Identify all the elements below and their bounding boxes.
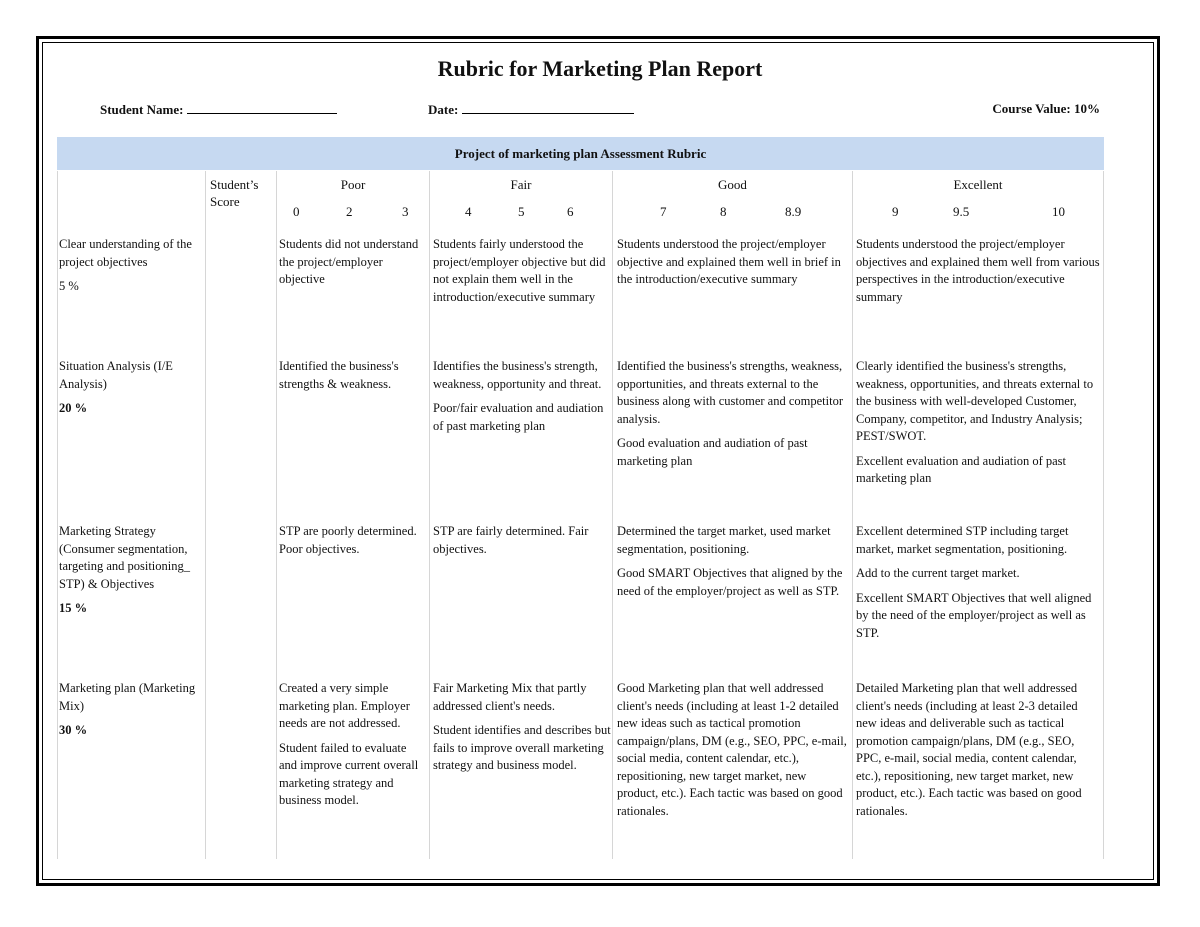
descriptor-text: Excellent determined STP including target market, market segmentation, positioning.: [856, 524, 1069, 556]
criterion-marketing-strategy: [59, 523, 205, 618]
descriptor-text: Students did not understand the project/employer objective: [279, 237, 419, 286]
descriptor-text: Students understood the project/employer objective and explained them well in brief in the introduction/executive summary: [617, 237, 841, 286]
student-name-label: Student Name:: [100, 102, 184, 117]
student-name-field[interactable]: [100, 101, 337, 118]
descriptor-text: Identified the business's strengths, weakness, opportunities, and threats external to the business along with customer and competitor analysis.: [617, 359, 844, 426]
page-title: Rubric for Marketing Plan Report: [437, 56, 763, 81]
criterion-name: Marketing plan (Marketing Mix): [59, 681, 196, 713]
score-fair-5: 5: [518, 204, 525, 219]
poor-description: [279, 236, 427, 296]
grid-line: [205, 171, 206, 859]
excellent-description: [856, 680, 1100, 827]
descriptor-text: Student failed to evaluate and improve current overall marketing strategy and business model.: [279, 740, 419, 807]
excellent-description: [856, 523, 1100, 649]
descriptor-text: Created a very simple marketing plan. Employer needs are not addressed.: [279, 681, 410, 730]
descriptor-text: Excellent SMART Objectives that well aligned by the need of the employer/project as well as STP.: [856, 590, 1092, 640]
grid-line: [276, 171, 277, 859]
descriptor-text: Identifies the business's strength, weakness, opportunity and threat.: [433, 359, 602, 391]
descriptor-text: Excellent evaluation and audiation of past marketing plan: [856, 453, 1066, 485]
score-excellent-10: 10: [1052, 204, 1065, 219]
fair-header: Fair: [510, 177, 532, 192]
criterion-weight: 15 %: [59, 601, 88, 615]
descriptor-text: Detailed Marketing plan that well addressed client's needs (including at least 2-3 detailed new ideas and deliverable such as tactical promotion campaign/plans, DM (e.g., SEO, PPC, e-mail, social media, content calendar, etc.), repositioning, new target market, new product, etc.). Each tactic was based on good rationales.: [856, 681, 1082, 818]
poor-header: Poor: [340, 177, 366, 192]
grid-line: [852, 171, 853, 859]
descriptor-text: STP are fairly determined. Fair objectives.: [433, 524, 589, 556]
score-fair-4: 4: [465, 204, 472, 219]
score-poor-2: 2: [346, 204, 353, 219]
score-good-7: 7: [660, 204, 667, 219]
rubric-heading: Project of marketing plan Assessment Rubric: [57, 137, 1104, 170]
score-good-8-9: 8.9: [785, 204, 802, 219]
grid-line: [1103, 171, 1104, 859]
good-description: [617, 523, 850, 607]
fair-description: [433, 236, 611, 313]
descriptor-text: Good evaluation and audiation of past marketing plan: [617, 436, 808, 468]
poor-description: [279, 358, 427, 400]
descriptor-text: Poor/fair evaluation and audiation of past marketing plan: [433, 401, 604, 433]
excellent-header: Excellent: [953, 177, 1003, 192]
date-blank[interactable]: [462, 101, 634, 114]
student-name-blank[interactable]: [187, 101, 337, 114]
grid-line: [612, 171, 613, 859]
criterion-situation-analysis: [59, 358, 205, 418]
good-description: [617, 236, 850, 296]
criterion-name: Situation Analysis (I/E Analysis): [59, 359, 173, 391]
good-header: Good: [718, 177, 747, 192]
student-score-header: Student’s Score: [210, 177, 259, 209]
fair-description: [433, 358, 611, 442]
descriptor-text: Clearly identified the business's strengths, weakness, opportunities, and threats external to the business with well-developed Customer, Company, competitor, and Industry Analysis; PEST/SWOT.: [856, 359, 1094, 443]
date-field[interactable]: [428, 101, 634, 118]
descriptor-text: Good Marketing plan that well addressed client's needs (including at least 1-2 detailed new ideas such as tactical promotion campaign/plans, DM (e.g., SEO, PPC, e-mail, social media, content calendar, etc.), repositioning, new target market, new product, etc.). Each tactic was based on good rationales.: [617, 681, 847, 818]
criterion-name: Clear understanding of the project objectives: [59, 237, 192, 269]
criterion-weight: 5 %: [59, 279, 79, 293]
descriptor-text: Fair Marketing Mix that partly addressed client's needs.: [433, 681, 587, 713]
good-description: [617, 680, 850, 827]
score-excellent-9: 9: [892, 204, 899, 219]
criterion-weight: 20 %: [59, 401, 88, 415]
good-description: [617, 358, 850, 477]
score-fair-6: 6: [567, 204, 574, 219]
grid-line: [429, 171, 430, 859]
criterion-marketing-plan: [59, 680, 205, 740]
excellent-description: [856, 236, 1100, 313]
descriptor-text: STP are poorly determined. Poor objectives.: [279, 524, 417, 556]
fair-description: [433, 523, 611, 565]
poor-description: [279, 523, 419, 565]
score-poor-3: 3: [402, 204, 409, 219]
score-excellent-9-5: 9.5: [953, 204, 970, 219]
descriptor-text: Good SMART Objectives that aligned by the need of the employer/project as well as STP.: [617, 566, 843, 598]
descriptor-text: Add to the current target market.: [856, 566, 1020, 580]
course-value: Course Value: 10%: [992, 101, 1100, 116]
descriptor-text: Identified the business's strengths & weakness.: [279, 359, 399, 391]
poor-description: [279, 680, 427, 817]
excellent-description: [856, 358, 1100, 495]
date-label: Date:: [428, 102, 459, 117]
fair-description: [433, 680, 611, 782]
criterion-objectives: [59, 236, 205, 296]
descriptor-text: Determined the target market, used market segmentation, positioning.: [617, 524, 831, 556]
descriptor-text: Student identifies and describes but fails to improve overall marketing strategy and business model.: [433, 723, 611, 772]
descriptor-text: Students understood the project/employer objectives and explained them well from various perspectives in the introduction/executive summary: [856, 237, 1100, 304]
criterion-weight: 30 %: [59, 723, 88, 737]
descriptor-text: Students fairly understood the project/employer objective but did not explain them well in the introduction/executive summary: [433, 237, 606, 304]
criterion-name: Marketing Strategy (Consumer segmentation, targeting and positioning_ STP) & Objectives: [59, 524, 191, 591]
grid-line: [57, 171, 58, 859]
score-good-8: 8: [720, 204, 727, 219]
score-poor-0: 0: [293, 204, 300, 219]
